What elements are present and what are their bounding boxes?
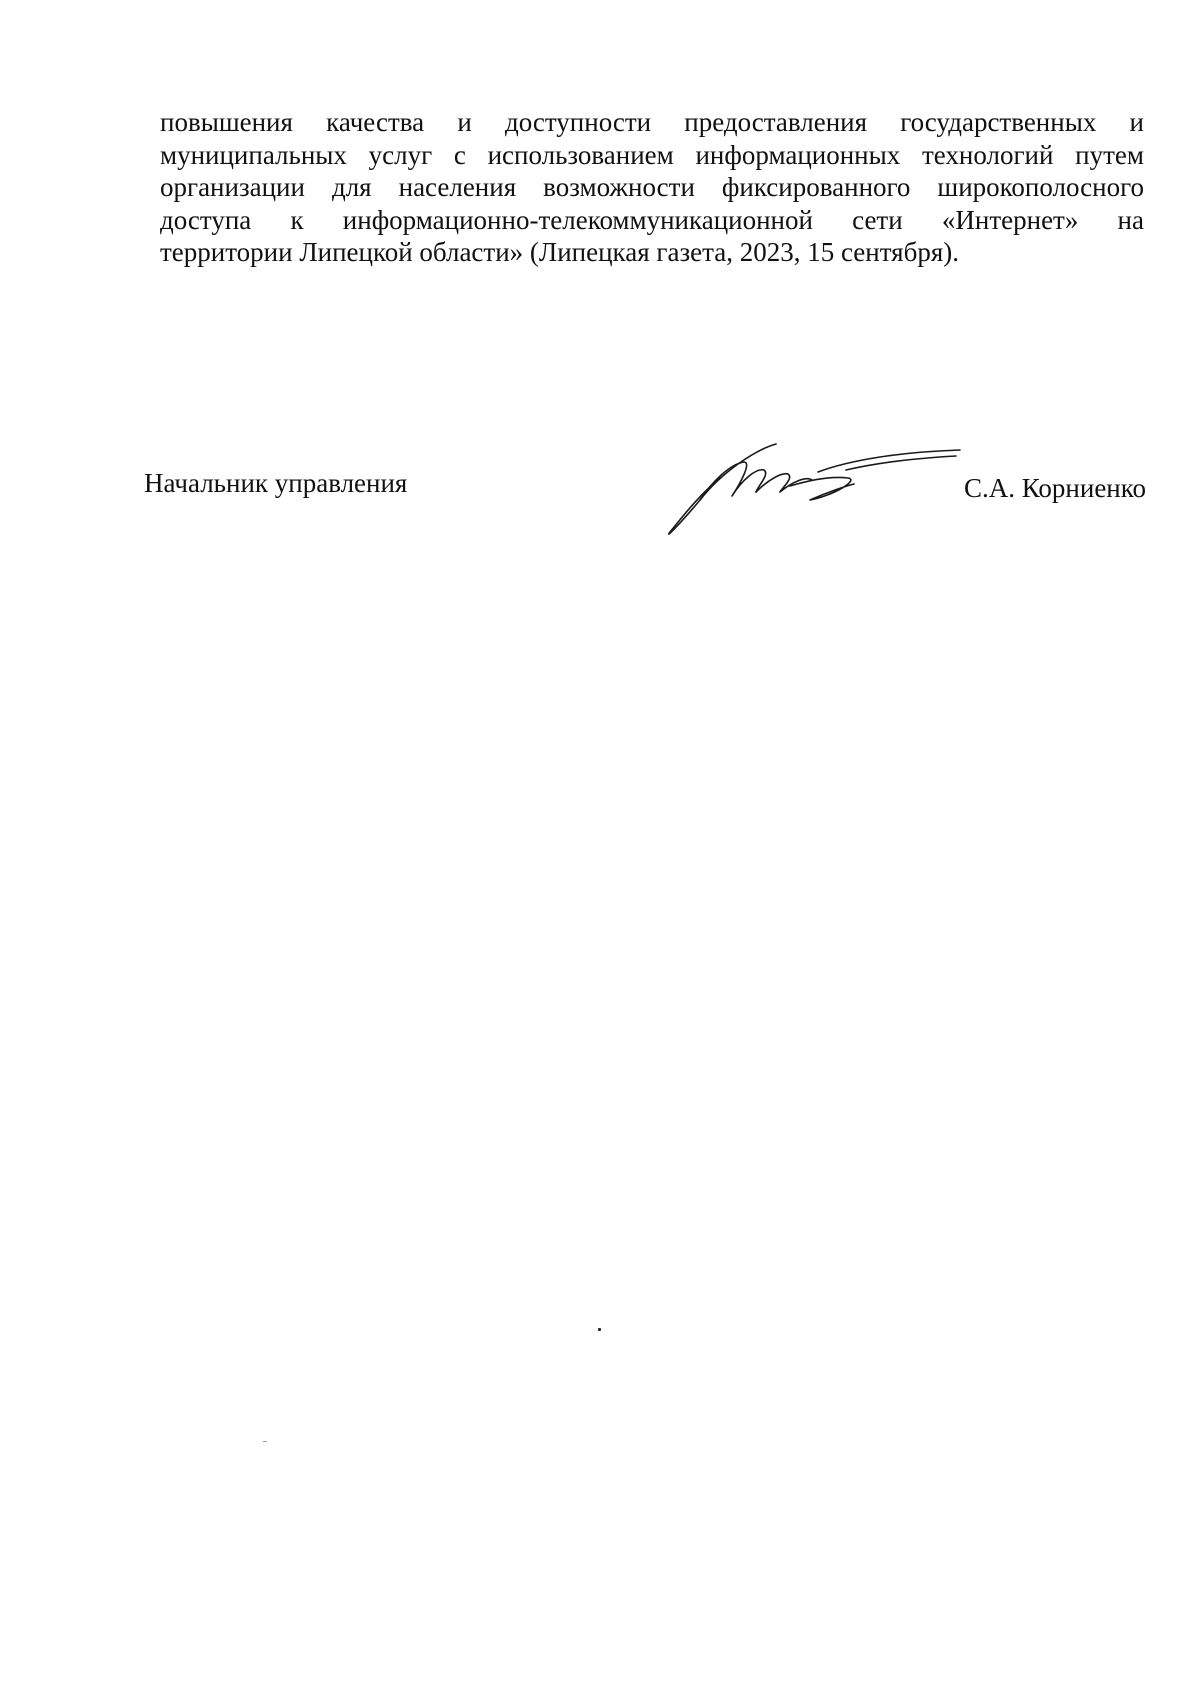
signer-position: Начальник управления — [144, 468, 408, 498]
scan-speck — [263, 1441, 267, 1442]
handwritten-signature-icon — [660, 440, 980, 540]
signer-name: С.А. Корниенко — [964, 473, 1146, 503]
paragraph-line: повышения качества и доступности предоставления государственных и — [160, 107, 1144, 137]
signature-block — [0, 0, 1200, 600]
paragraph-line: доступа к информационно-телекоммуникационной сети «Интернет» на — [160, 204, 1144, 235]
paragraph-line: территории Липецкой области» (Липецкая газета, 2023, 15 сентября). — [160, 237, 959, 267]
paragraph-line: организации для населения возможности фиксированного широкополосного — [160, 172, 1144, 202]
paragraph-line: муниципальных услуг с использованием информационных технологий путем — [160, 139, 1144, 170]
scan-speck — [598, 1328, 601, 1331]
